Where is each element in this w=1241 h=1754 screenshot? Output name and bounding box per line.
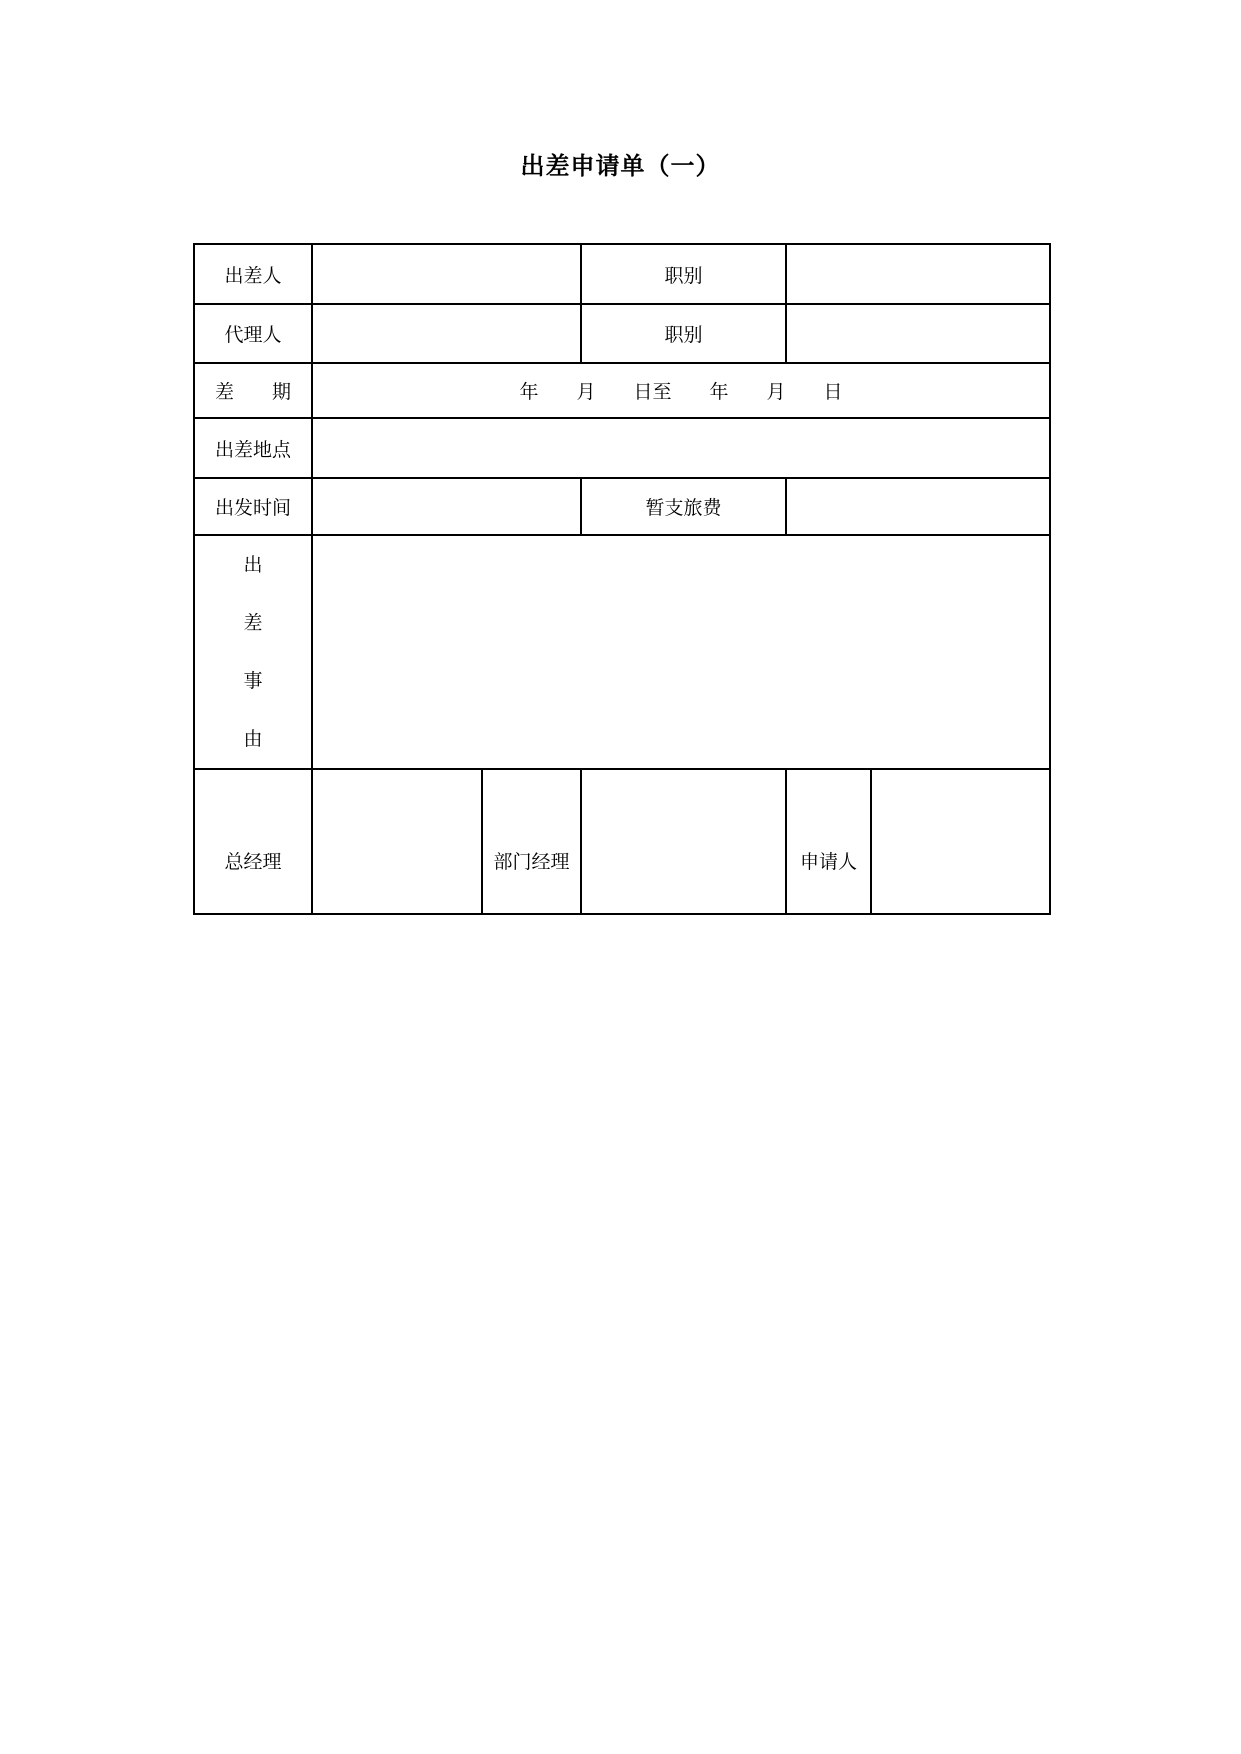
deputy-rank-label-cell: 职别 [581, 304, 786, 363]
general-manager-label-cell: 总经理 [194, 769, 312, 914]
deputy-label-cell: 代理人 [194, 304, 312, 363]
page-title: 出差申请单（一） [520, 154, 721, 180]
trip-application-table [193, 243, 1051, 915]
destination-input-cell[interactable] [312, 418, 1050, 478]
departure-input-cell[interactable] [312, 478, 581, 535]
advance-label-cell: 暂支旅费 [581, 478, 786, 535]
reason-input-cell[interactable] [312, 535, 1050, 769]
traveler-rank-input-cell[interactable] [786, 244, 1050, 304]
deputy-input-cell[interactable] [312, 304, 581, 363]
destination-label-cell: 出差地点 [194, 418, 312, 478]
departure-row [194, 478, 1050, 535]
deputy-rank-input-cell[interactable] [786, 304, 1050, 363]
period-value-cell[interactable]: 年 月 日至 年 月 日 [312, 363, 1050, 418]
reason-row [194, 535, 1050, 769]
signature-row [194, 769, 1050, 914]
reason-label-cell [194, 535, 312, 769]
applicant-signature-cell[interactable] [871, 769, 1050, 914]
traveler-label-cell: 出差人 [194, 244, 312, 304]
period-label-cell: 差 期 [194, 363, 312, 418]
reason-char: 出 [243, 554, 263, 576]
traveler-rank-label-cell: 职别 [581, 244, 786, 304]
advance-input-cell[interactable] [786, 478, 1050, 535]
traveler-input-cell[interactable] [312, 244, 581, 304]
reason-char: 事 [243, 670, 263, 692]
department-manager-label-cell: 部门经理 [482, 769, 581, 914]
reason-char: 由 [243, 728, 263, 750]
reason-char: 差 [243, 612, 263, 634]
deputy-row [194, 304, 1050, 363]
period-row [194, 363, 1050, 418]
destination-row [194, 418, 1050, 478]
departure-label-cell: 出发时间 [194, 478, 312, 535]
applicant-label-cell: 申请人 [786, 769, 871, 914]
general-manager-signature-cell[interactable] [312, 769, 482, 914]
department-manager-signature-cell[interactable] [581, 769, 786, 914]
reason-label-vertical [195, 536, 311, 768]
traveler-row [194, 244, 1050, 304]
